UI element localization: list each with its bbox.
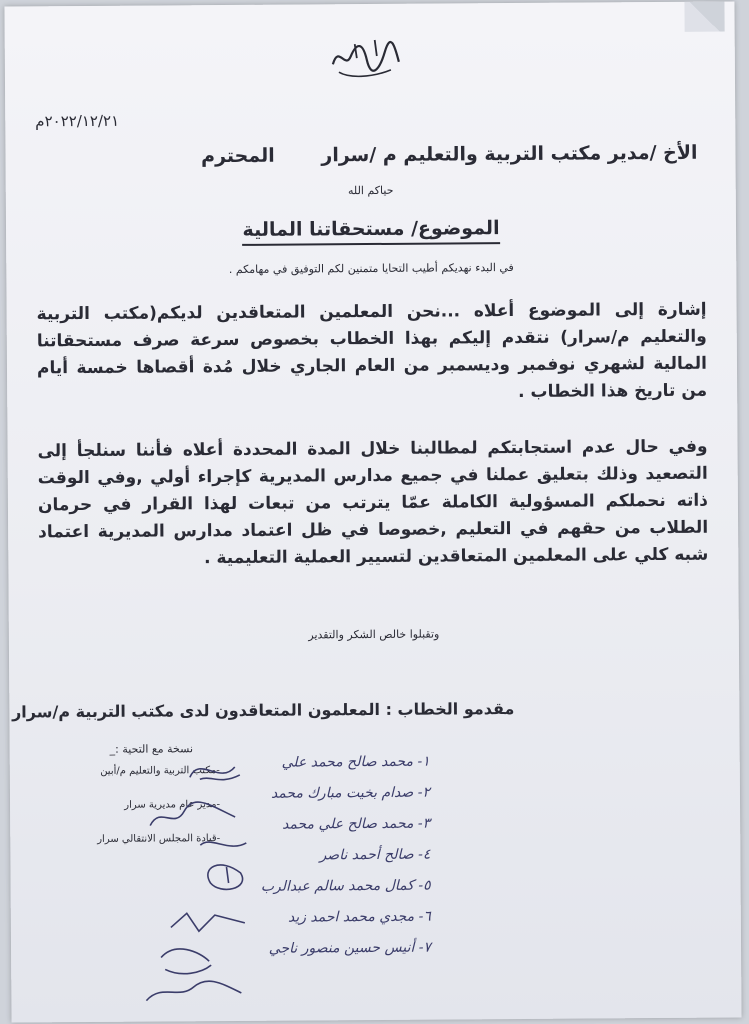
subject-line <box>6 215 736 242</box>
signature-3 <box>200 842 246 847</box>
signature-2 <box>150 802 235 826</box>
folded-corner <box>684 2 724 32</box>
signatory-name: ٣- محمد صالح علي محمد <box>281 815 431 833</box>
signature-6 <box>161 949 211 974</box>
letter-paper <box>4 1 741 1022</box>
body-paragraph-2: وفي حال عدم استجابتكم لمطالبنا خلال المدة المحددة أعلاه فأننا سنلجأ إلى التصعيد وذلك بتعليق عملنا في جميع مدارس المديرية كإجراء أولي ,وفي الوقت ذاته نحملكم المسؤولية الكاملة عمّا يترتب من تبعات لهذا القرار في حرمان الطلاب من حقهم في التعليم ,خصوصا في ظل اعتماد مدارس المديرية اعتماد شبه كلي على المعلمين المتعاقدين لتسيير العملية التعليمية . <box>37 436 709 569</box>
basmala-calligraphy <box>325 34 405 83</box>
recipient: الأخ /مدير مكتب التربية والتعليم م /سرار <box>321 141 698 167</box>
copy-item: -قيادة المجلس الانتقالي سرار <box>97 833 221 845</box>
copy-item: -مدير عام مديرية سرار <box>124 799 221 811</box>
closing-line: وتقبلوا خالص الشكر والتقدير <box>308 627 440 642</box>
honorific: المحترم <box>201 144 275 168</box>
signatory-names <box>260 754 431 972</box>
signatory-name: ٢- صدام بخيت مبارك محمد <box>270 784 431 802</box>
copy-title: نسخة مع التحية :_ <box>109 742 194 756</box>
signatures <box>140 755 252 1006</box>
copy-item: -مكتب التربية والتعليم م/أبين <box>100 765 220 777</box>
signature-7 <box>146 981 241 1001</box>
recipient-line <box>201 142 698 167</box>
signatory-name: ٤- صالح أحمد ناصر <box>319 846 431 864</box>
letter-date: ٢٠٢٢/١٢/٢١م <box>35 111 120 131</box>
body-paragraph-1: إشارة إلى الموضوع أعلاه ...نحن المعلمين المتعاقدين لديكم(مكتب التربية والتعليم م/سرار) نتقدم إليكم بهذا الخطاب بخصوص سرعة صرف مستحقاتنا المالية لشهري نوفمبر وديسمبر من العام الجاري خلال مُدة أقصاها خمسة أيام من تاريخ هذا الخطاب . <box>36 299 708 402</box>
greeting: حياكم الله <box>347 183 394 198</box>
signatory-name: ١- محمد صالح محمد علي <box>281 753 430 771</box>
signature-1 <box>190 767 240 780</box>
signatory-name: ٥- كمال محمد سالم عبدالرب <box>260 877 431 895</box>
senders-line: مقدمو الخطاب : المعلمون المتعاقدون لدى مكتب التربية م/سرار <box>11 699 515 722</box>
opening-line: في البدء نهديكم أطيب التحايا متمنين لكم التوفيق في مهامكم . <box>228 261 514 277</box>
signature-5 <box>171 913 245 932</box>
subject: الموضوع/ مستحقاتنا المالية <box>242 217 499 246</box>
signature-4 <box>208 865 243 890</box>
signatory-name: ٦- مجدي محمد احمد زيد <box>287 908 431 926</box>
signatory-name: ٧- أنيس حسين منصور ناجي <box>268 939 432 957</box>
